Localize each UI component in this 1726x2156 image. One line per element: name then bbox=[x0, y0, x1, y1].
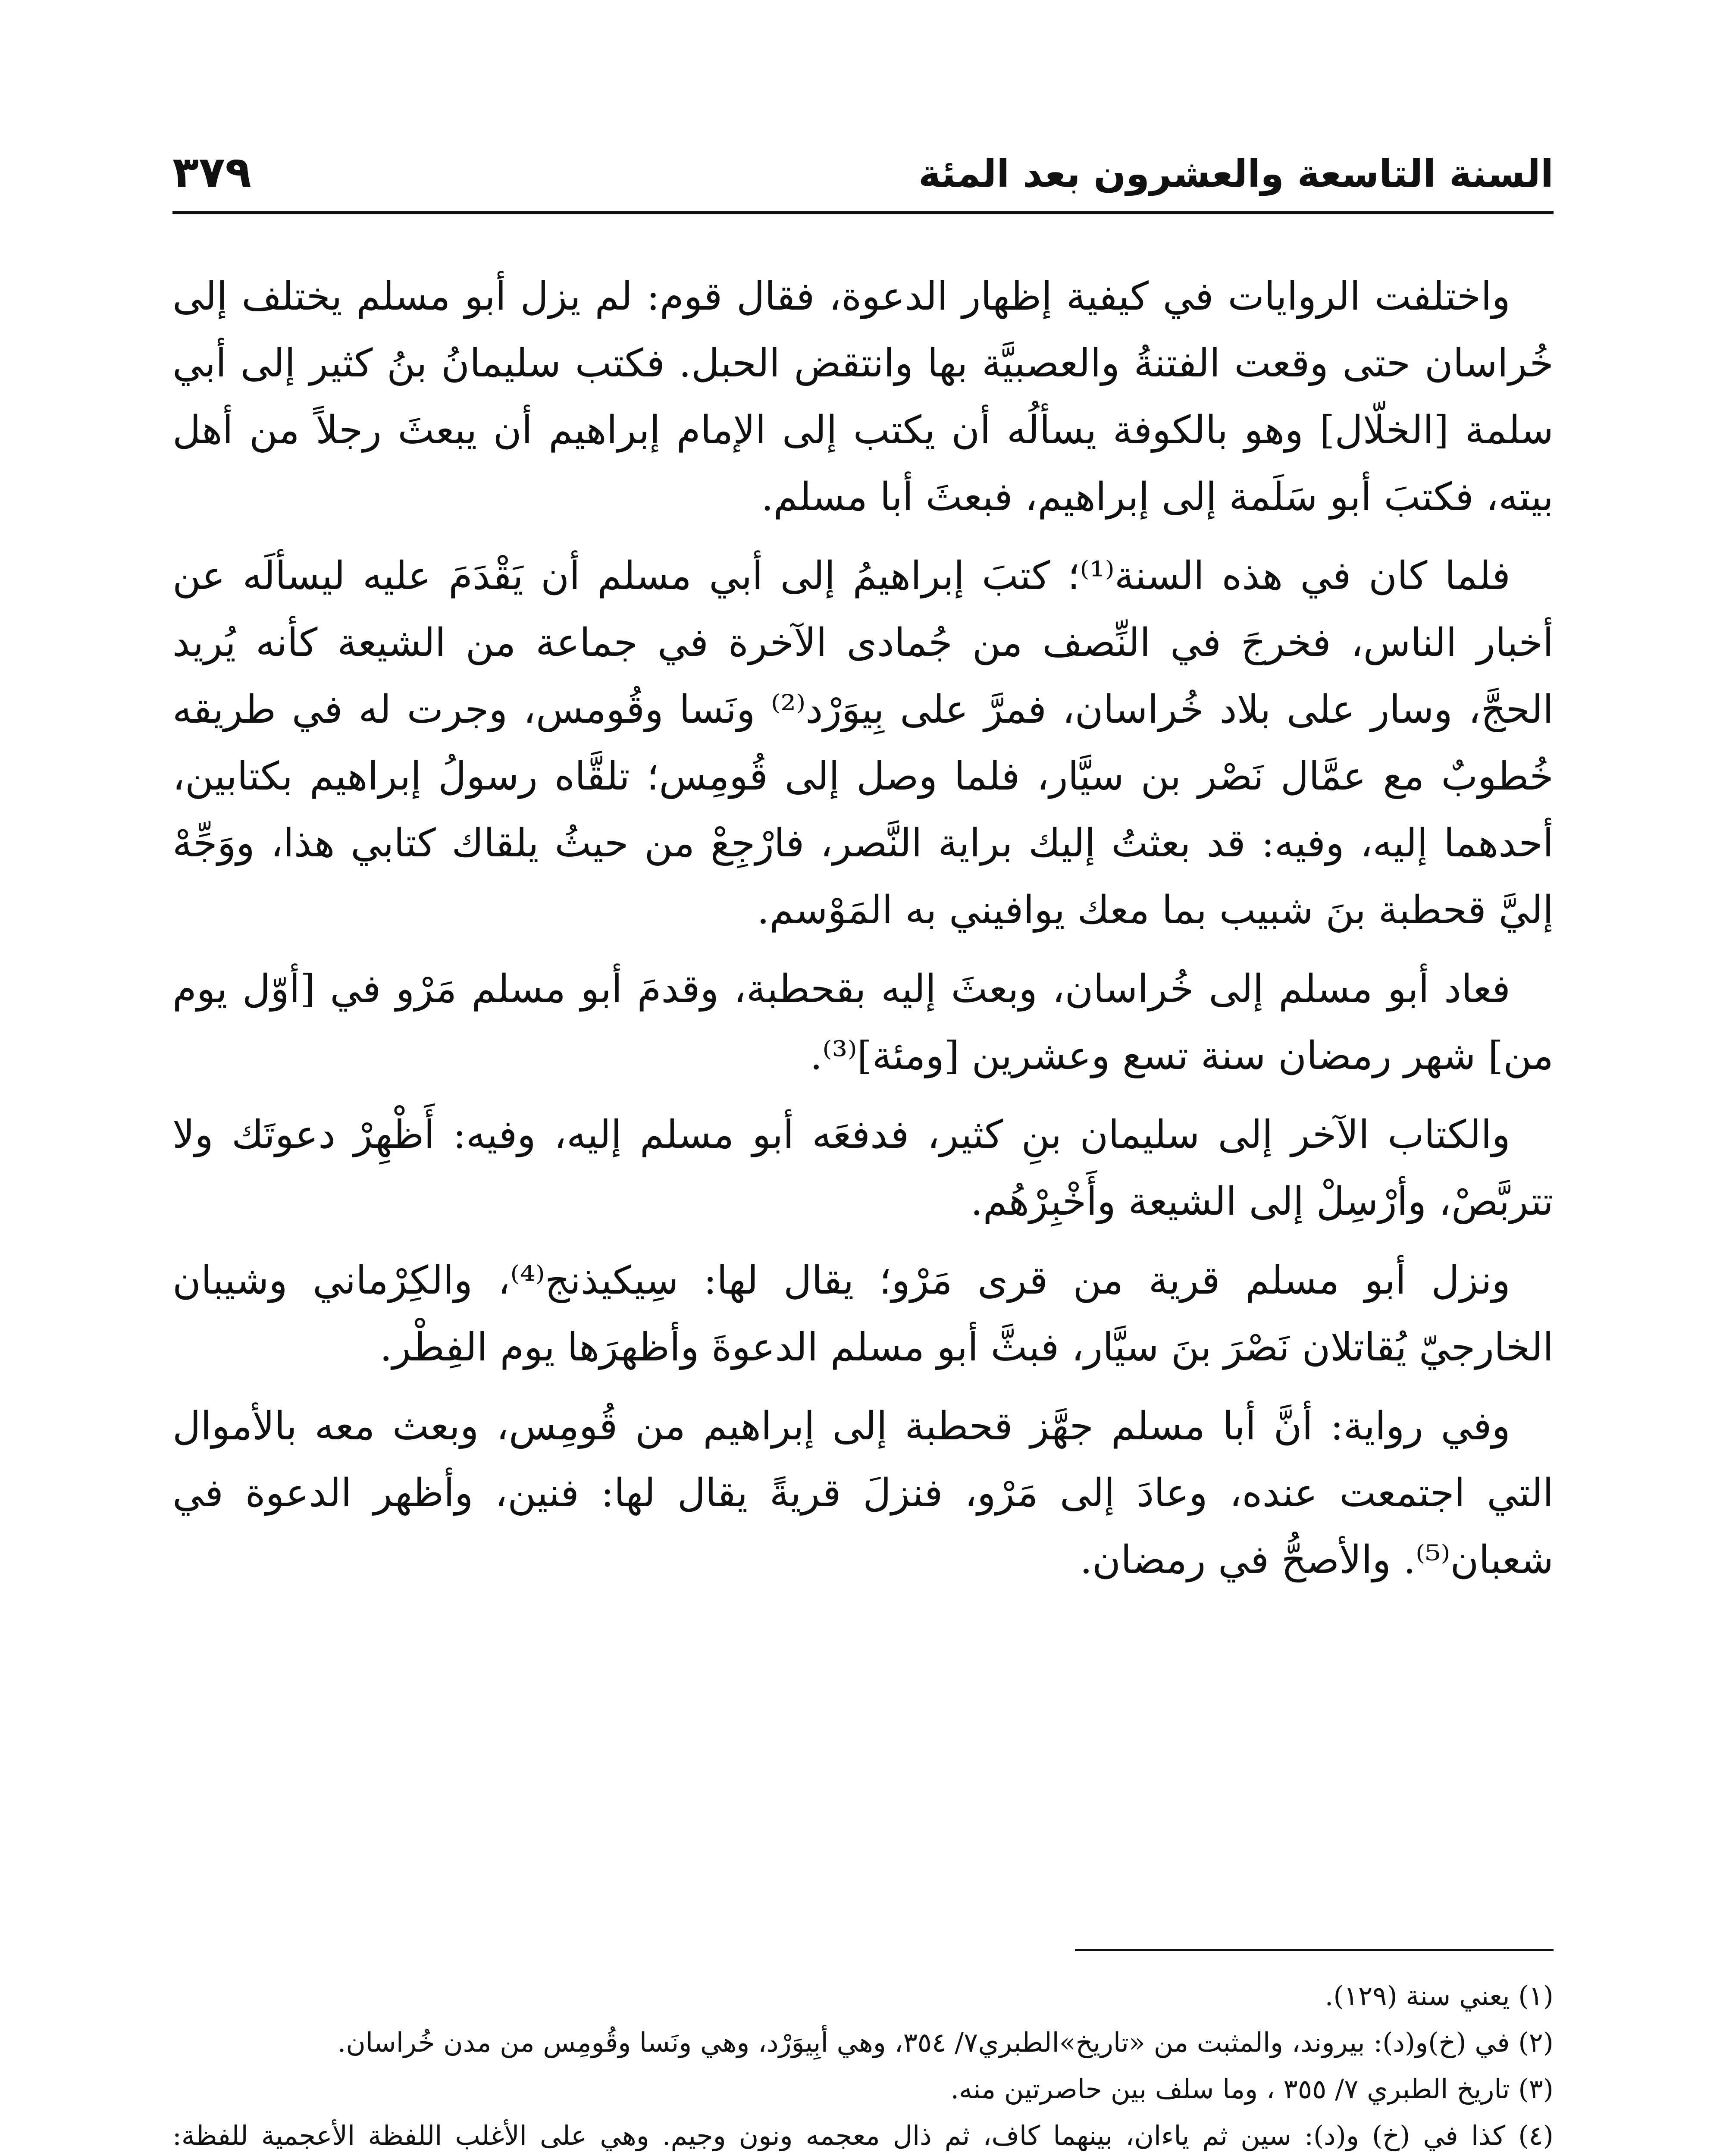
running-header bbox=[172, 129, 1554, 207]
footnote-divider bbox=[1075, 1949, 1554, 1951]
page-number: ٣٧٩ bbox=[172, 147, 252, 197]
paragraph: فلما كان في هذه السنة⁽¹⁾؛ كتبَ إبراهيمُ إلى أبي مسلم أن يَقْدَمَ عليه ليسألَه عن أخبار الناس، فخرجَ في النِّصف من جُمادى الآخرة في جماعة من الشيعة كأنه يُريد الحجَّ، وسار على بلاد خُراسان، فمرَّ على بِيوَرْد⁽²⁾ ونَسا وقُومس، وجرت له في طريقه خُطوبٌ مع عمَّال نَصْر بن سيَّار، فلما وصل إلى قُومِس؛ تلقَّاه رسولُ إبراهيم بكتابين، أحدهما إليه، وفيه: قد بعثتُ إليك براية النَّصر، فارْجِعْ من حيثُ يلقاك كتابي هذا، ووَجِّهْ إليَّ قحطبة بنَ شبيب بما معك يوافيني به المَوْسم. bbox=[172, 553, 1554, 933]
footnote: (٤) كذا في (خ) و(د): سين ثم ياءان، بينهما كاف، ثم ذال معجمه ونون وجيم. وهي على الأغلب اللفظة الأعجمية للفظة: bbox=[172, 2120, 1554, 2151]
paragraph: والكتاب الآخر إلى سليمان بنِ كثير، فدفعَه أبو مسلم إليه، وفيه: أَظْهِرْ دعوتَك ولا تتربَّصْ، وأرْسِلْ إلى الشيعة وأَخْبِرْهُم. bbox=[172, 1112, 1554, 1224]
paragraph: واختلفت الروايات في كيفية إظهار الدعوة، فقال قوم: لم يزل أبو مسلم يختلف إلى خُراسان حتى وقعت الفتنةُ والعصبيَّة بها وانتقض الحبل. فكتب سليمانُ بنُ كثير إلى أبي سلمة [الخلّال] وهو بالكوفة يسألُه أن يكتب إلى الإمام إبراهيم أن يبعثَ رجلاً من أهل بيته، فكتبَ أبو سَلَمة إلى إبراهيم، فبعثَ أبا مسلم. bbox=[172, 274, 1554, 520]
paragraph: ونزل أبو مسلم قرية من قرى مَرْو؛ يقال لها: سِيكيذنج⁽⁴⁾، والكِرْماني وشيبان الخارجيّ يُقاتلان نَصْرَ بنَ سيَّار، فبثَّ أبو مسلم الدعوةَ وأظهرَها يوم الفِطْر. bbox=[172, 1258, 1554, 1370]
paragraph: فعاد أبو مسلم إلى خُراسان، وبعثَ إليه بقحطبة، وقدمَ أبو مسلم مَرْو في [أوّل يوم من] شهر رمضان سنة تسع وعشرين [ومئة]⁽³⁾. bbox=[172, 966, 1554, 1078]
header-divider bbox=[172, 211, 1554, 214]
footnotes bbox=[172, 1973, 1554, 2156]
running-header-title: السنة التاسعة والعشرون بعد المئة bbox=[918, 151, 1554, 196]
footnote: (٣) تاريخ الطبري ٧/ ٣٥٥ ، وما سلف بين حاصرتين منه. bbox=[950, 2073, 1554, 2105]
main-text bbox=[172, 263, 1554, 1605]
paragraph: وفي رواية: أنَّ أبا مسلم جهَّز قحطبة إلى إبراهيم من قُومِس، وبعث معه بالأموال التي اجتمعت عنده، وعادَ إلى مَرْو، فنزلَ قريةً يقال لها: فنين، وأظهر الدعوة في شعبان⁽⁵⁾. والأصحُّ في رمضان. bbox=[172, 1404, 1554, 1583]
footnote: (١) يعني سنة (١٢٩). bbox=[1325, 1980, 1554, 2012]
footnote: (٢) في (خ)و(د): بيروند، والمثبت من «تاريخ»الطبري٧/ ٣٥٤، وهي أبِيوَرْد، وهي ونَسا وقُومِس من مدن خُراسان. bbox=[337, 2027, 1554, 2058]
